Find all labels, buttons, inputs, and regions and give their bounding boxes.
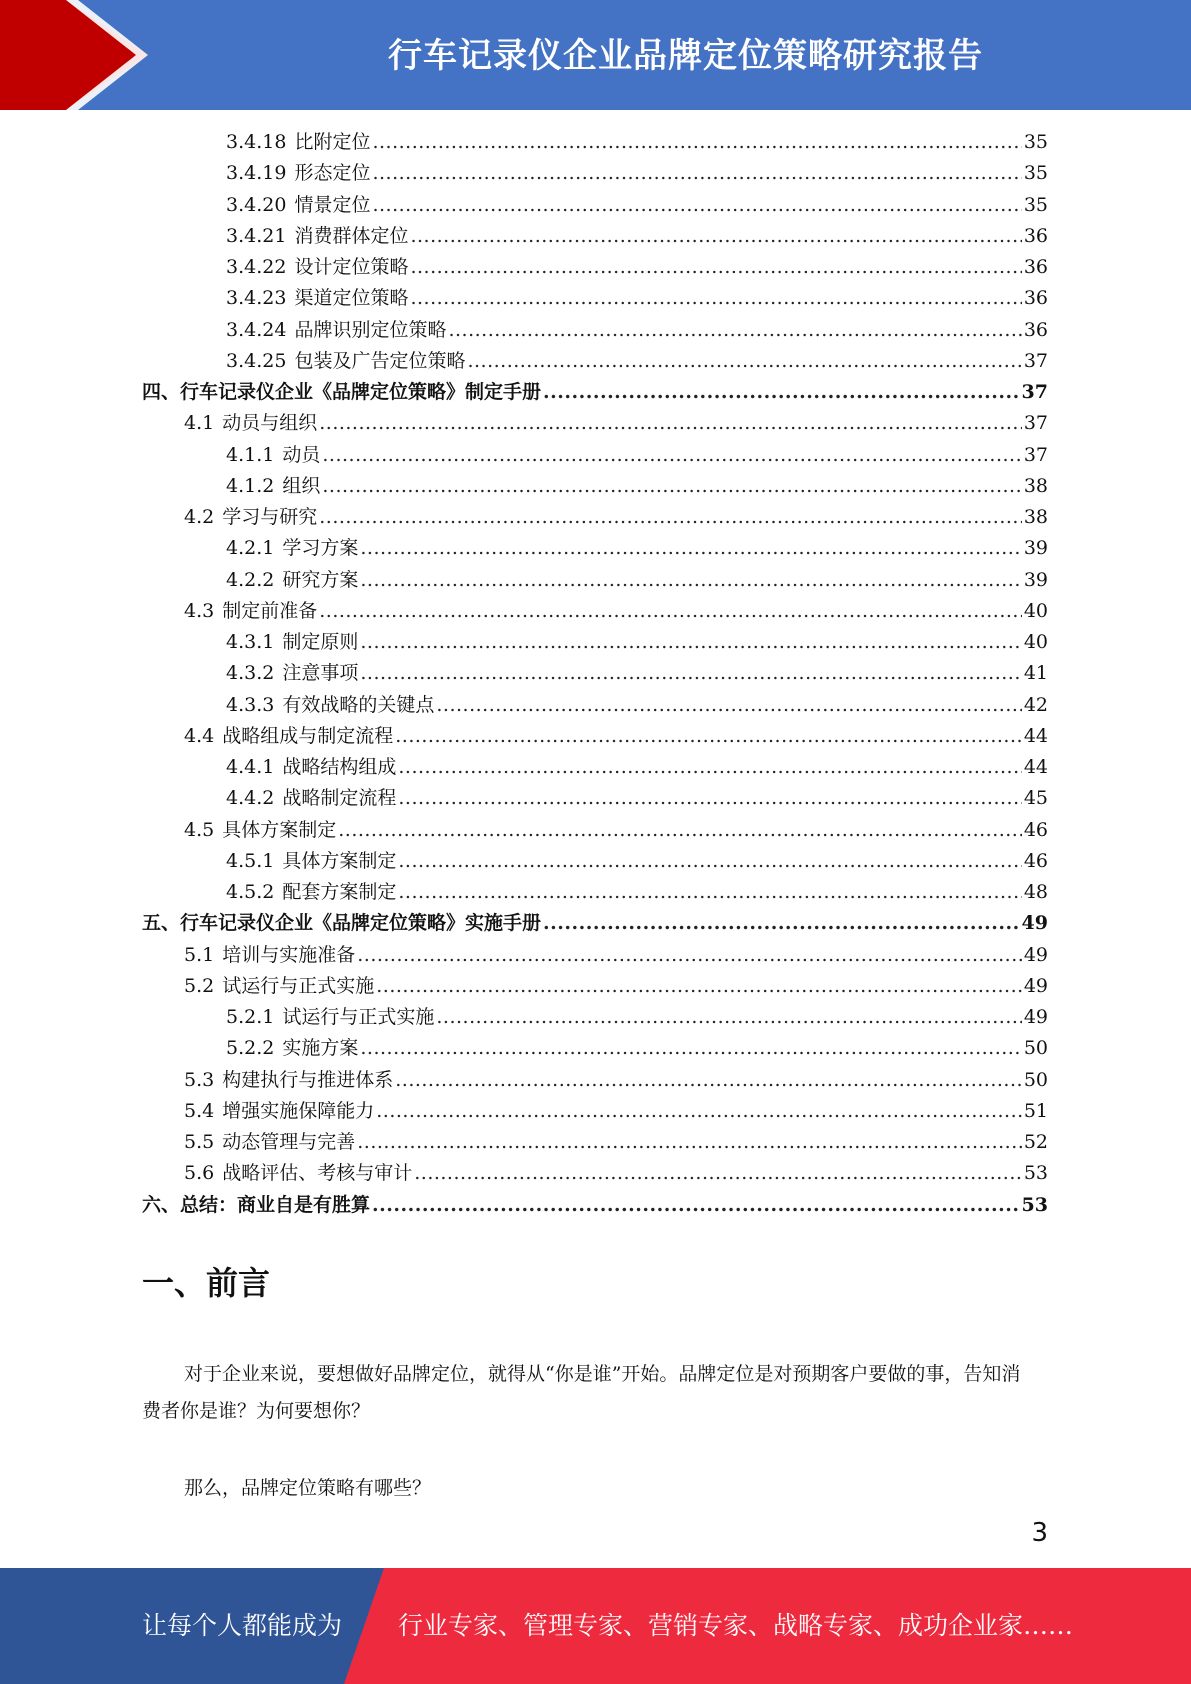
toc-entry[interactable] (142, 127, 1048, 158)
toc-leader-dots (360, 627, 1021, 658)
toc-entry-page: 45 (1023, 787, 1048, 810)
toc-entry-number: 4.4 (184, 724, 215, 747)
intro-paragraph: 对于企业来说，要想做好品牌定位，就得从“你是谁”开始。品牌定位是对预期客户要做的事，告知消费者你是谁？为何要想你？ (142, 1363, 1021, 1422)
toc-entry-page: 50 (1023, 1068, 1048, 1091)
toc-entry-number: 4.5.1 (226, 849, 275, 872)
toc-entry-title: 实施方案 (282, 1037, 359, 1060)
toc-entry-title: 具体方案制定 (222, 818, 337, 841)
toc-entry-title: 动员与组织 (222, 412, 318, 435)
toc-leader-dots (372, 127, 1021, 158)
toc-entry[interactable] (142, 1096, 1048, 1127)
page-footer (0, 1568, 1191, 1684)
toc-entry-page: 52 (1023, 1131, 1048, 1153)
toc-entry-title: 行车记录仪企业《品牌定位策略》制定手册 (180, 381, 542, 403)
toc-entry-title: 渠道定位策略 (294, 287, 409, 310)
toc-leader-dots (395, 1065, 1022, 1096)
toc-entry-title: 消费群体定位 (294, 224, 409, 247)
toc-entry-page: 38 (1023, 474, 1048, 497)
toc-entry[interactable] (142, 1190, 1048, 1221)
toc-entry-page: 53 (1021, 1193, 1048, 1216)
toc-entry[interactable] (142, 533, 1048, 564)
toc-entry-page: 35 (1023, 193, 1048, 216)
toc-entry-title: 形态定位 (294, 162, 371, 185)
toc-leader-dots (398, 846, 1021, 877)
toc-entry-number: 5.2.2 (226, 1037, 275, 1060)
toc-entry-page: 37 (1023, 412, 1048, 435)
toc-entry-page: 36 (1023, 287, 1048, 310)
toc-entry-page: 35 (1023, 131, 1048, 153)
toc-entry-number: 4.4.1 (226, 756, 275, 778)
toc-entry-page: 49 (1023, 974, 1048, 997)
toc-entry-title: 试运行与正式实施 (282, 1006, 435, 1028)
toc-entry-title: 注意事项 (282, 662, 359, 685)
footer-slogan-right: 行业专家、管理专家、营销专家、战略专家、成功企业家…… (398, 1611, 1074, 1640)
toc-entry[interactable] (142, 346, 1048, 377)
toc-entry[interactable] (142, 783, 1048, 814)
toc-entry-page: 40 (1023, 631, 1048, 653)
toc-entry[interactable] (142, 877, 1048, 908)
toc-entry-page: 44 (1023, 756, 1048, 778)
toc-leader-dots (467, 346, 1021, 377)
section-heading: 一、前言 (142, 1264, 271, 1302)
toc-leader-dots (436, 1002, 1021, 1033)
toc-entry[interactable] (142, 1065, 1048, 1096)
toc-entry[interactable] (142, 158, 1048, 189)
toc-entry[interactable] (142, 190, 1048, 221)
toc-leader-dots (398, 783, 1021, 814)
page-header (0, 0, 1191, 110)
toc-entry[interactable] (142, 252, 1048, 283)
toc-entry-page: 46 (1023, 849, 1048, 872)
toc-entry-title: 总结：商业自是有胜算 (180, 1193, 371, 1216)
toc-entry[interactable] (142, 690, 1048, 721)
toc-entry[interactable] (142, 627, 1048, 658)
toc-entry[interactable] (142, 1033, 1048, 1064)
toc-leader-dots (322, 471, 1021, 502)
toc-entry-page: 50 (1023, 1037, 1048, 1060)
toc-entry-title: 动态管理与完善 (222, 1131, 356, 1153)
toc-entry[interactable] (142, 658, 1048, 689)
toc-entry-page: 36 (1023, 224, 1048, 247)
toc-entry[interactable] (142, 815, 1048, 846)
toc-leader-dots (398, 877, 1021, 908)
footer-slogan-left: 让每个人都能成为 (142, 1611, 343, 1640)
toc-entry[interactable] (142, 440, 1048, 471)
toc-entry-number: 4.1 (184, 412, 215, 435)
toc-entry-title: 战略结构组成 (282, 756, 397, 778)
toc-entry-number: 4.2.1 (226, 537, 275, 560)
toc-entry[interactable] (142, 971, 1048, 1002)
toc-entry-title: 具体方案制定 (282, 849, 397, 872)
toc-leader-dots (414, 1158, 1022, 1189)
toc-entry-page: 53 (1023, 1162, 1048, 1185)
toc-entry-title: 有效战略的关键点 (282, 693, 435, 716)
toc-entry-title: 设计定位策略 (294, 256, 409, 278)
toc-leader-dots (376, 1096, 1022, 1127)
toc-entry-title: 配套方案制定 (282, 881, 397, 903)
toc-entry-page: 37 (1023, 443, 1048, 466)
toc-entry[interactable] (142, 502, 1048, 533)
toc-leader-dots (410, 252, 1021, 283)
toc-entry-title: 学习方案 (282, 537, 359, 560)
toc-leader-dots (376, 971, 1022, 1002)
toc-entry-title: 比附定位 (294, 131, 371, 153)
toc-entry-number: 4.3.2 (226, 662, 275, 685)
toc-leader-dots (372, 158, 1021, 189)
toc-entry-number: 4.2 (184, 506, 215, 528)
toc-entry-number: 3.4.20 (226, 193, 287, 216)
toc-entry-page: 49 (1023, 943, 1048, 966)
toc-entry[interactable] (142, 752, 1048, 783)
toc-entry-title: 增强实施保障能力 (222, 1099, 375, 1122)
report-title: 行车记录仪企业品牌定位策略研究报告 (388, 36, 983, 76)
toc-entry-page: 35 (1023, 162, 1048, 185)
toc-entry-title: 组织 (282, 474, 321, 497)
toc-leader-dots (436, 690, 1021, 721)
toc-entry-number: 4.3.3 (226, 693, 275, 716)
toc-leader-dots (360, 658, 1021, 689)
toc-entry-number: 3.4.23 (226, 287, 287, 310)
toc-entry[interactable] (142, 596, 1048, 627)
toc-leader-dots (372, 190, 1021, 221)
toc-entry-page: 36 (1023, 318, 1048, 341)
toc-entry[interactable] (142, 908, 1048, 939)
toc-entry-page: 42 (1023, 693, 1048, 716)
toc-entry[interactable] (142, 408, 1048, 439)
toc-entry[interactable] (142, 1127, 1048, 1158)
toc-entry[interactable] (142, 1158, 1048, 1189)
toc-entry-title: 战略评估、考核与审计 (222, 1162, 413, 1185)
toc-leader-dots (319, 408, 1022, 439)
toc-entry-number: 5.2.1 (226, 1006, 275, 1028)
toc-entry-number: 4.5 (184, 818, 215, 841)
toc-entry[interactable] (142, 721, 1048, 752)
toc-leader-dots (372, 1190, 1020, 1221)
question-paragraph: 那么，品牌定位策略有哪些？ (184, 1477, 432, 1499)
toc-entry-page: 51 (1023, 1099, 1048, 1122)
toc-entry-title: 构建执行与推进体系 (222, 1068, 394, 1091)
toc-entry-title: 行车记录仪企业《品牌定位策略》实施手册 (180, 912, 542, 935)
toc-entry-page: 48 (1023, 881, 1048, 903)
toc-entry-title: 品牌识别定位策略 (294, 318, 447, 341)
toc-entry-title: 试运行与正式实施 (222, 974, 375, 997)
toc-entry-number: 5.2 (184, 974, 215, 997)
toc-entry-page: 46 (1023, 818, 1048, 841)
toc-entry-number: 六、 (142, 1193, 181, 1216)
toc-entry-title: 情景定位 (294, 193, 371, 216)
toc-leader-dots (395, 721, 1022, 752)
toc-entry-number: 4.2.2 (226, 568, 275, 591)
toc-entry-number: 4.5.2 (226, 881, 275, 903)
toc-leader-dots (543, 908, 1020, 939)
toc-entry-number: 3.4.21 (226, 224, 287, 247)
toc-entry-number: 5.6 (184, 1162, 215, 1185)
toc-leader-dots (357, 940, 1022, 971)
toc-entry-page: 44 (1023, 724, 1048, 747)
toc-entry-page: 37 (1021, 381, 1048, 403)
toc-entry[interactable] (142, 377, 1048, 408)
toc-leader-dots (398, 752, 1021, 783)
toc-entry-number: 4.1.1 (226, 443, 275, 466)
toc-entry-number: 4.1.2 (226, 474, 275, 497)
toc-entry[interactable] (142, 283, 1048, 314)
toc-entry-title: 学习与研究 (222, 506, 318, 528)
toc-entry-page: 41 (1023, 662, 1048, 685)
toc-entry-number: 四、 (142, 381, 181, 403)
toc-entry-page: 40 (1023, 599, 1048, 622)
toc-entry-title: 战略制定流程 (282, 787, 397, 810)
toc-entry-number: 3.4.18 (226, 131, 287, 153)
toc-leader-dots (338, 815, 1022, 846)
toc-entry-title: 战略组成与制定流程 (222, 724, 394, 747)
toc-entry-title: 培训与实施准备 (222, 943, 356, 966)
toc-entry-number: 5.1 (184, 943, 215, 966)
page-number: 3 (1031, 1518, 1048, 1548)
toc-entry-number: 3.4.22 (226, 256, 287, 278)
toc-entry-title: 制定前准备 (222, 599, 318, 622)
toc-entry-title: 动员 (282, 443, 321, 466)
toc-entry[interactable] (142, 846, 1048, 877)
toc-entry[interactable] (142, 315, 1048, 346)
toc-entry-number: 5.3 (184, 1068, 215, 1091)
toc-leader-dots (360, 1033, 1021, 1064)
toc-entry-page: 37 (1023, 349, 1048, 372)
toc-entry-number: 5.4 (184, 1099, 215, 1122)
toc-entry-title: 包装及广告定位策略 (294, 349, 466, 372)
toc-entry[interactable] (142, 565, 1048, 596)
toc-entry-number: 4.4.2 (226, 787, 275, 810)
toc-entry[interactable] (142, 1002, 1048, 1033)
toc-entry[interactable] (142, 471, 1048, 502)
toc-entry-title: 研究方案 (282, 568, 359, 591)
toc-entry-page: 38 (1023, 506, 1048, 528)
toc-leader-dots (410, 221, 1021, 252)
toc-leader-dots (448, 315, 1021, 346)
table-of-contents (142, 127, 1048, 1221)
toc-leader-dots (410, 283, 1021, 314)
toc-entry[interactable] (142, 221, 1048, 252)
toc-entry-number: 4.3 (184, 599, 215, 622)
toc-entry-title: 制定原则 (282, 631, 359, 653)
toc-leader-dots (357, 1127, 1022, 1158)
toc-leader-dots (360, 533, 1021, 564)
toc-leader-dots (322, 440, 1021, 471)
toc-leader-dots (319, 596, 1022, 627)
toc-entry[interactable] (142, 940, 1048, 971)
toc-leader-dots (319, 502, 1022, 533)
toc-entry-number: 五、 (142, 912, 181, 935)
toc-entry-page: 39 (1023, 568, 1048, 591)
toc-entry-page: 36 (1023, 256, 1048, 278)
toc-entry-number: 3.4.19 (226, 162, 287, 185)
toc-entry-page: 39 (1023, 537, 1048, 560)
toc-entry-page: 49 (1021, 912, 1048, 935)
toc-entry-number: 3.4.24 (226, 318, 287, 341)
toc-entry-number: 5.5 (184, 1131, 215, 1153)
toc-entry-page: 49 (1023, 1006, 1048, 1028)
toc-leader-dots (360, 565, 1021, 596)
toc-entry-number: 4.3.1 (226, 631, 275, 653)
toc-entry-number: 3.4.25 (226, 349, 287, 372)
toc-leader-dots (543, 377, 1020, 408)
